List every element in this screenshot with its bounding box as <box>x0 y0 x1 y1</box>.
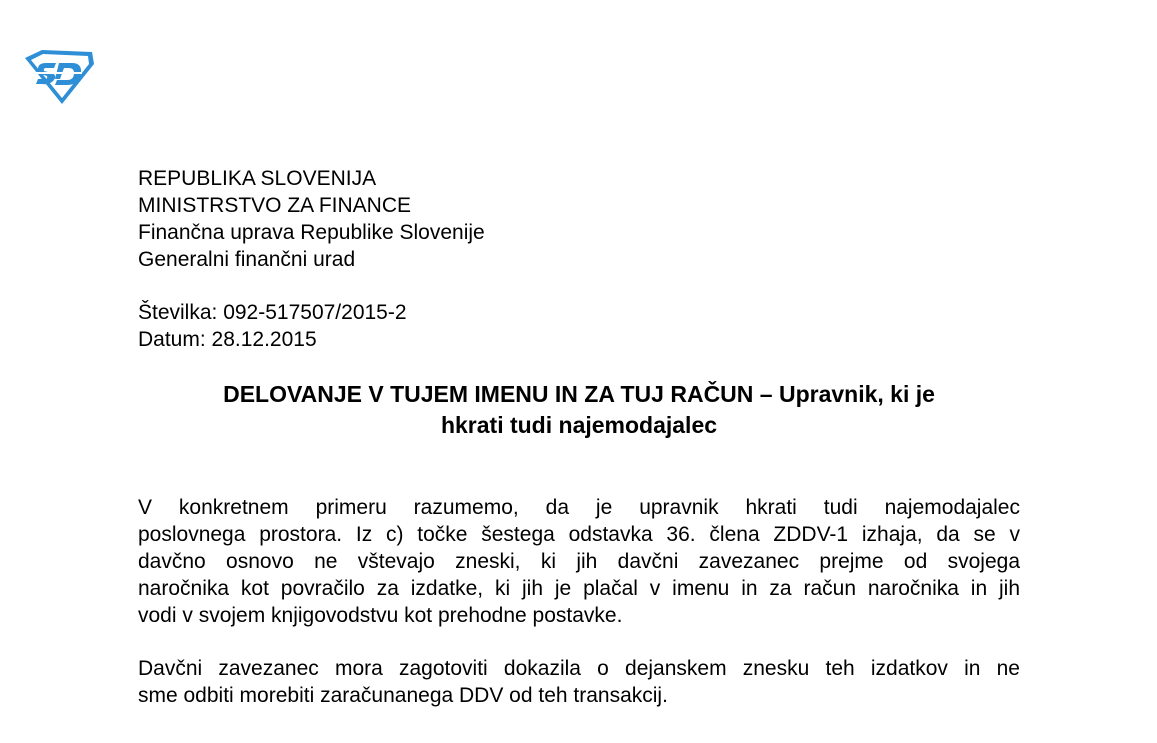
header-office: Generalni finančni urad <box>138 248 356 271</box>
document-body <box>138 494 1020 735</box>
document-meta <box>138 299 407 353</box>
paragraph-2-line-2: sme odbiti morebiti zaračunanega DDV od teh transakcij. <box>138 684 668 707</box>
paragraph-2 <box>138 655 1020 709</box>
document-title <box>138 379 1020 441</box>
header-republic: REPUBLIKA SLOVENIJA <box>138 167 377 190</box>
title-line-2: hkrati tudi najemodajalec <box>440 412 718 438</box>
paragraph-1-line-4: naročnika kot povračilo za izdatke, ki jih je plačal v imenu in za račun naročnika in jih <box>138 577 1020 600</box>
header-ministry: MINISTRSTVO ZA FINANCE <box>138 194 412 217</box>
paragraph-1-line-3: davčno osnovo ne vštevajo zneski, ki jih davčni zavezanec prejme od svojega <box>138 550 1020 573</box>
document-date: Datum: 28.12.2015 <box>138 328 317 351</box>
paragraph-1-line-1: V konkretnem primeru razumemo, da je upravnik hkrati tudi najemodajalec <box>138 496 1020 519</box>
paragraph-1 <box>138 494 1020 629</box>
paragraph-1-line-2: poslovnega prostora. Iz c) točke šestega odstavka 36. člena ZDDV-1 izhaja, da se v <box>138 523 1020 546</box>
fu-logo-icon <box>22 49 96 105</box>
paragraph-1-line-5: vodi v svojem knjigovodstvu kot prehodne postavke. <box>138 604 623 627</box>
document-number: Številka: 092-517507/2015-2 <box>138 301 407 324</box>
title-line-1: DELOVANJE V TUJEM IMENU IN ZA TUJ RAČUN – Upravnik, ki je <box>223 381 935 407</box>
issuer-header <box>138 165 485 273</box>
header-administration: Finančna uprava Republike Slovenije <box>138 221 485 244</box>
paragraph-2-line-1: Davčni zavezanec mora zagotoviti dokazila o dejanskem znesku teh izdatkov in ne <box>138 657 1020 680</box>
